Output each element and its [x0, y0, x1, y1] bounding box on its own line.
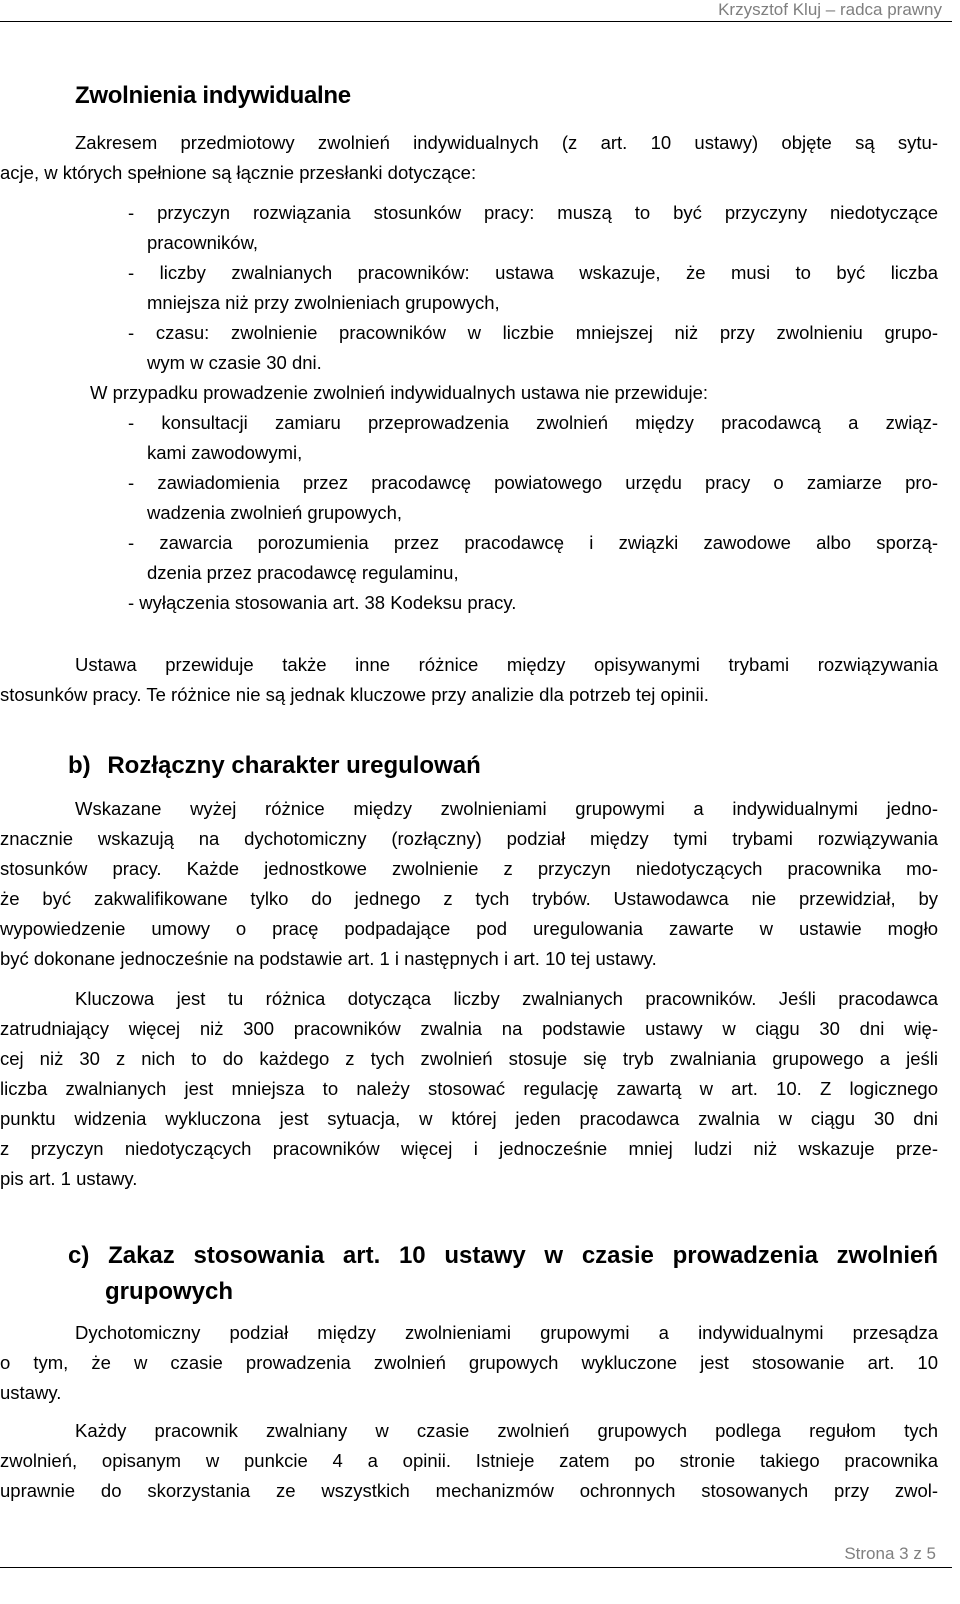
section-b-heading — [68, 748, 481, 784]
page-number: Strona 3 z 5 — [844, 1544, 936, 1563]
text-line: cej niż 30 z nich to do każdego z tych zwolnień stosuje się tryb zwalniania grupowego a jeśli — [0, 1048, 938, 1069]
section-title-zwolnienia-indywidualne: Zwolnienia indywidualne — [75, 82, 351, 109]
text-line: - liczby zwalnianych pracowników: ustawa wskazuje, że musi to być liczba — [128, 262, 938, 283]
text-line: być dokonane jednocześnie na podstawie art. 1 i następnych i art. 10 tej ustawy. — [0, 948, 657, 969]
text-line: znacznie wskazują na dychotomiczny (rozłączny) podział między tymi trybami rozwiązywania — [0, 828, 938, 849]
text-line: pis art. 1 ustawy. — [0, 1168, 138, 1189]
section-c-heading — [68, 1238, 938, 1310]
text-line: wadzenia zwolnień grupowych, — [147, 502, 403, 523]
text-line: Zakresem przedmiotowy zwolnień indywidualnych (z art. 10 ustawy) objęte są sytu- — [75, 132, 938, 153]
section-b-paragraph-2 — [0, 984, 938, 1194]
text-line: ustawy. — [0, 1382, 62, 1403]
header-author: Krzysztof Kluj – radca prawny — [718, 0, 942, 19]
text-line: - zawarcia porozumienia przez pracodawcę i związki zawodowe albo sporzą- — [128, 532, 938, 553]
section-b-paragraph-1 — [0, 794, 938, 974]
text-line: - przyczyn rozwiązania stosunków pracy: muszą to być przyczyny niedotyczące — [128, 202, 938, 223]
text-line: wym w czasie 30 dni. — [147, 352, 322, 373]
text-line: o tym, że w czasie prowadzenia zwolnień grupowych wykluczone jest stosowanie art. 10 — [0, 1352, 938, 1373]
text-line: dzenia przez pracodawcę regulaminu, — [147, 562, 459, 583]
list-item — [128, 528, 938, 588]
page-header — [0, 0, 952, 22]
text-line: kami zawodowymi, — [147, 442, 303, 463]
text-line: stosunków pracy. Te różnice nie są jednak kluczowe przy analizie dla potrzeb tej opinii. — [0, 684, 709, 705]
text-line: uprawnie do skorzystania ze wszystkich mechanizmów ochronnych stosowanych przy zwol- — [0, 1480, 938, 1501]
text-line: zatrudniający więcej niż 300 pracowników zwalnia na podstawie ustawy w ciągu 30 dni wię- — [0, 1018, 938, 1039]
premises-list — [128, 198, 938, 378]
closing-paragraph — [75, 650, 938, 680]
text-line: mniejsza niż przy zwolnieniach grupowych, — [147, 292, 500, 313]
text-line: Wskazane wyżej różnice między zwolnieniami grupowymi a indywidualnymi jedno- — [75, 798, 938, 819]
text-line: zwolnień, opisanym w punkcie 4 a opinii. Istnieje zatem po stronie takiego pracownika — [0, 1450, 938, 1471]
text-line: - zawiadomienia przez pracodawcę powiatowego urzędu pracy o zamiarze pro- — [128, 472, 938, 493]
not-required-list — [128, 408, 938, 618]
text-line: Dychotomiczny podział między zwolnieniami grupowymi a indywidualnymi przesądza — [75, 1322, 938, 1343]
text-line: Każdy pracownik zwalniany w czasie zwolnień grupowych podlega regułom tych — [75, 1420, 938, 1441]
list-item — [128, 408, 938, 468]
text-line: - czasu: zwolnienie pracowników w liczbie mniejszej niż przy zwolnieniu grupo- — [128, 322, 938, 343]
section-label: c) — [68, 1242, 90, 1269]
section-c-paragraph-1 — [0, 1318, 938, 1408]
section-c-heading-line — [68, 1238, 938, 1274]
text-line: - konsultacji zamiaru przeprowadzenia zwolnień między pracodawcą a związ- — [128, 412, 938, 433]
section-c-paragraph-2 — [0, 1416, 938, 1506]
section-label: b) — [68, 752, 91, 779]
text-line: pracowników, — [147, 232, 259, 253]
text-line: z przyczyn niedotyczących pracowników więcej i jednocześnie mniej ludzi niż wskazuje prze- — [0, 1138, 938, 1159]
text-line: liczba zwalnianych jest mniejsza to należy stosować regulację zawartą w art. 10. Z logicznego — [0, 1078, 938, 1099]
list-item — [128, 198, 938, 258]
intro-paragraph-cont — [0, 158, 938, 188]
text-line: że być zakwalifikowane tylko do jednego z tych trybów. Ustawodawca nie przewidział, by — [0, 888, 938, 909]
text-line: Kluczowa jest tu różnica dotycząca liczby zwalnianych pracowników. Jeśli pracodawca — [75, 988, 938, 1009]
text-line: stosunków pracy. Każde jednostkowe zwolnienie z przyczyn niedotyczących pracownika mo- — [0, 858, 938, 879]
text-line: punktu widzenia wykluczona jest sytuacja, w której jeden pracodawca zwalnia w ciągu 30 dni — [0, 1108, 938, 1129]
section-title-cont: grupowych — [105, 1278, 234, 1305]
list-item — [128, 258, 938, 318]
closing-paragraph-cont — [0, 680, 938, 710]
section-title: Zakaz stosowania art. 10 ustawy w czasie prowadzenia zwolnień — [108, 1242, 938, 1269]
intro-paragraph — [75, 128, 938, 158]
case-intro — [90, 378, 938, 408]
list-item — [128, 318, 938, 378]
section-title: Rozłączny charakter uregulowań — [107, 752, 481, 779]
text-line: Ustawa przewiduje także inne różnice między opisywanymi trybami rozwiązywania — [75, 654, 938, 675]
text-line: acje, w których spełnione są łącznie przesłanki dotyczące: — [0, 162, 477, 183]
page-footer — [0, 1544, 952, 1568]
list-item — [128, 588, 938, 618]
text-line: - wyłączenia stosowania art. 38 Kodeksu pracy. — [128, 592, 517, 613]
text-line: wypowiedzenie umowy o pracę podpadające pod uregulowania zawarte w ustawie mogło — [0, 918, 938, 939]
text-line: W przypadku prowadzenie zwolnień indywidualnych ustawa nie przewiduje: — [90, 382, 709, 403]
list-item — [128, 468, 938, 528]
